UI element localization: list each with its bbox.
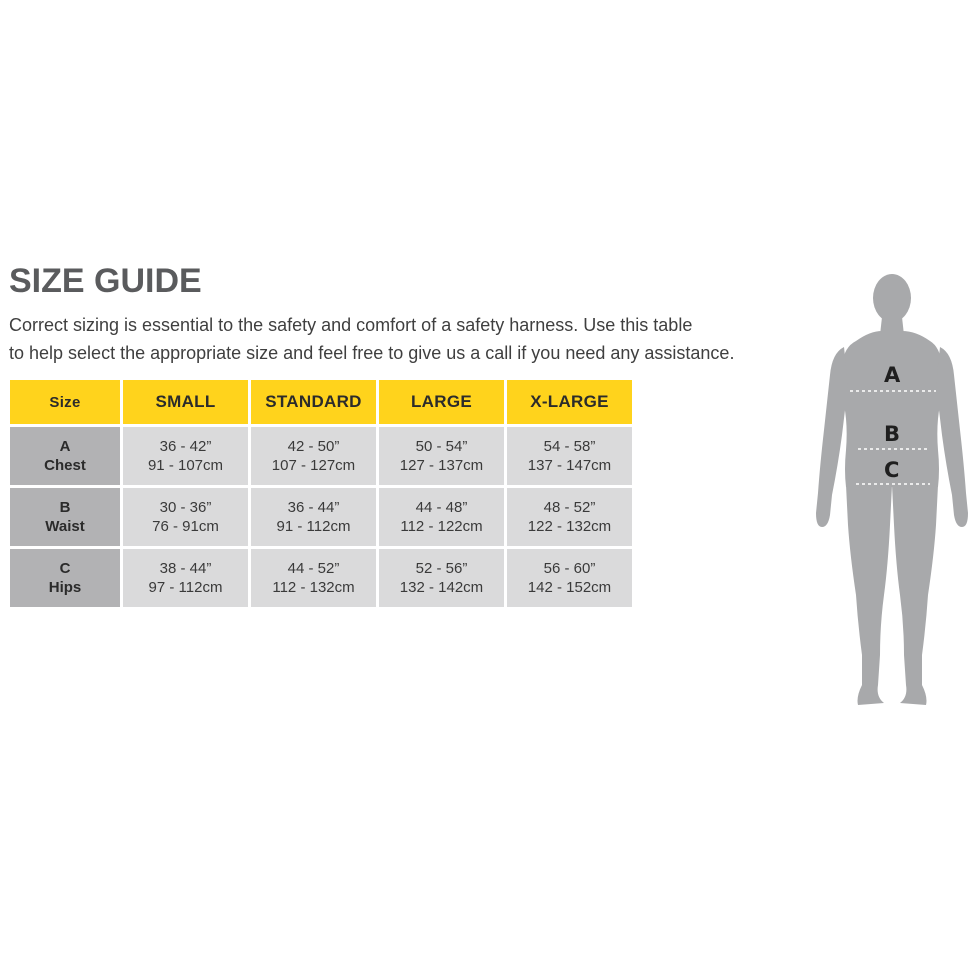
column-header-large: LARGE	[379, 380, 504, 424]
table-cell	[251, 488, 376, 546]
intro-text	[9, 311, 739, 367]
column-header-x-large: X-LARGE	[507, 380, 632, 424]
table-cell	[507, 549, 632, 607]
cell-inches: 54 - 58”	[543, 438, 596, 455]
body-measurement-figure	[800, 265, 980, 715]
cell-inches: 48 - 52”	[543, 499, 596, 516]
table-row-hips	[10, 549, 632, 607]
cell-cm: 112 - 132cm	[272, 579, 355, 596]
row-name: Chest	[44, 457, 86, 474]
table-cell	[379, 488, 504, 546]
row-name: Waist	[45, 518, 85, 535]
cell-inches: 56 - 60”	[543, 560, 596, 577]
cell-cm: 97 - 112cm	[148, 579, 223, 596]
intro-line-1: Correct sizing is essential to the safety and comfort of a safety harness. Use this table	[9, 315, 693, 335]
table-cell	[123, 488, 248, 546]
human-body-silhouette-icon	[800, 265, 980, 715]
cell-cm: 91 - 112cm	[276, 518, 351, 535]
row-name: Hips	[48, 579, 82, 596]
cell-inches: 30 - 36”	[159, 499, 212, 516]
cell-inches: 44 - 48”	[415, 499, 468, 516]
page-title: SIZE GUIDE	[9, 262, 202, 300]
table-header-row	[10, 380, 632, 424]
cell-inches: 50 - 54”	[415, 438, 468, 455]
cell-inches: 52 - 56”	[415, 560, 468, 577]
row-letter: A	[59, 438, 71, 455]
row-header-chest	[10, 427, 120, 485]
cell-inches: 38 - 44”	[159, 560, 212, 577]
column-header-size: Size	[10, 380, 120, 424]
table-cell	[251, 549, 376, 607]
table-row-chest	[10, 427, 632, 485]
size-table	[7, 377, 635, 610]
row-header-waist	[10, 488, 120, 546]
table-cell	[251, 427, 376, 485]
column-header-standard: STANDARD	[251, 380, 376, 424]
cell-cm: 137 - 147cm	[527, 457, 612, 474]
cell-cm: 112 - 122cm	[400, 518, 483, 535]
cell-cm: 132 - 142cm	[399, 579, 484, 596]
cell-inches: 42 - 50”	[287, 438, 340, 455]
row-letter: C	[59, 560, 71, 577]
table-cell	[123, 427, 248, 485]
table-row-waist	[10, 488, 632, 546]
table-cell	[507, 488, 632, 546]
row-header-hips	[10, 549, 120, 607]
measurement-label-a: A	[884, 363, 901, 387]
cell-cm: 127 - 137cm	[399, 457, 484, 474]
cell-cm: 91 - 107cm	[147, 457, 224, 474]
cell-cm: 76 - 91cm	[152, 518, 219, 535]
row-letter: B	[59, 499, 71, 516]
table-cell	[507, 427, 632, 485]
cell-cm: 122 - 132cm	[527, 518, 612, 535]
column-header-small: SMALL	[123, 380, 248, 424]
cell-inches: 36 - 44”	[287, 499, 340, 516]
cell-inches: 36 - 42”	[159, 438, 212, 455]
table-cell	[123, 549, 248, 607]
table-cell	[379, 549, 504, 607]
measurement-label-b: B	[884, 422, 901, 446]
intro-line-2: to help select the appropriate size and feel free to give us a call if you need any assistance.	[9, 343, 735, 363]
cell-cm: 142 - 152cm	[527, 579, 612, 596]
cell-cm: 107 - 127cm	[271, 457, 356, 474]
table-cell	[379, 427, 504, 485]
measurement-label-c: C	[884, 458, 900, 482]
cell-inches: 44 - 52”	[287, 560, 340, 577]
